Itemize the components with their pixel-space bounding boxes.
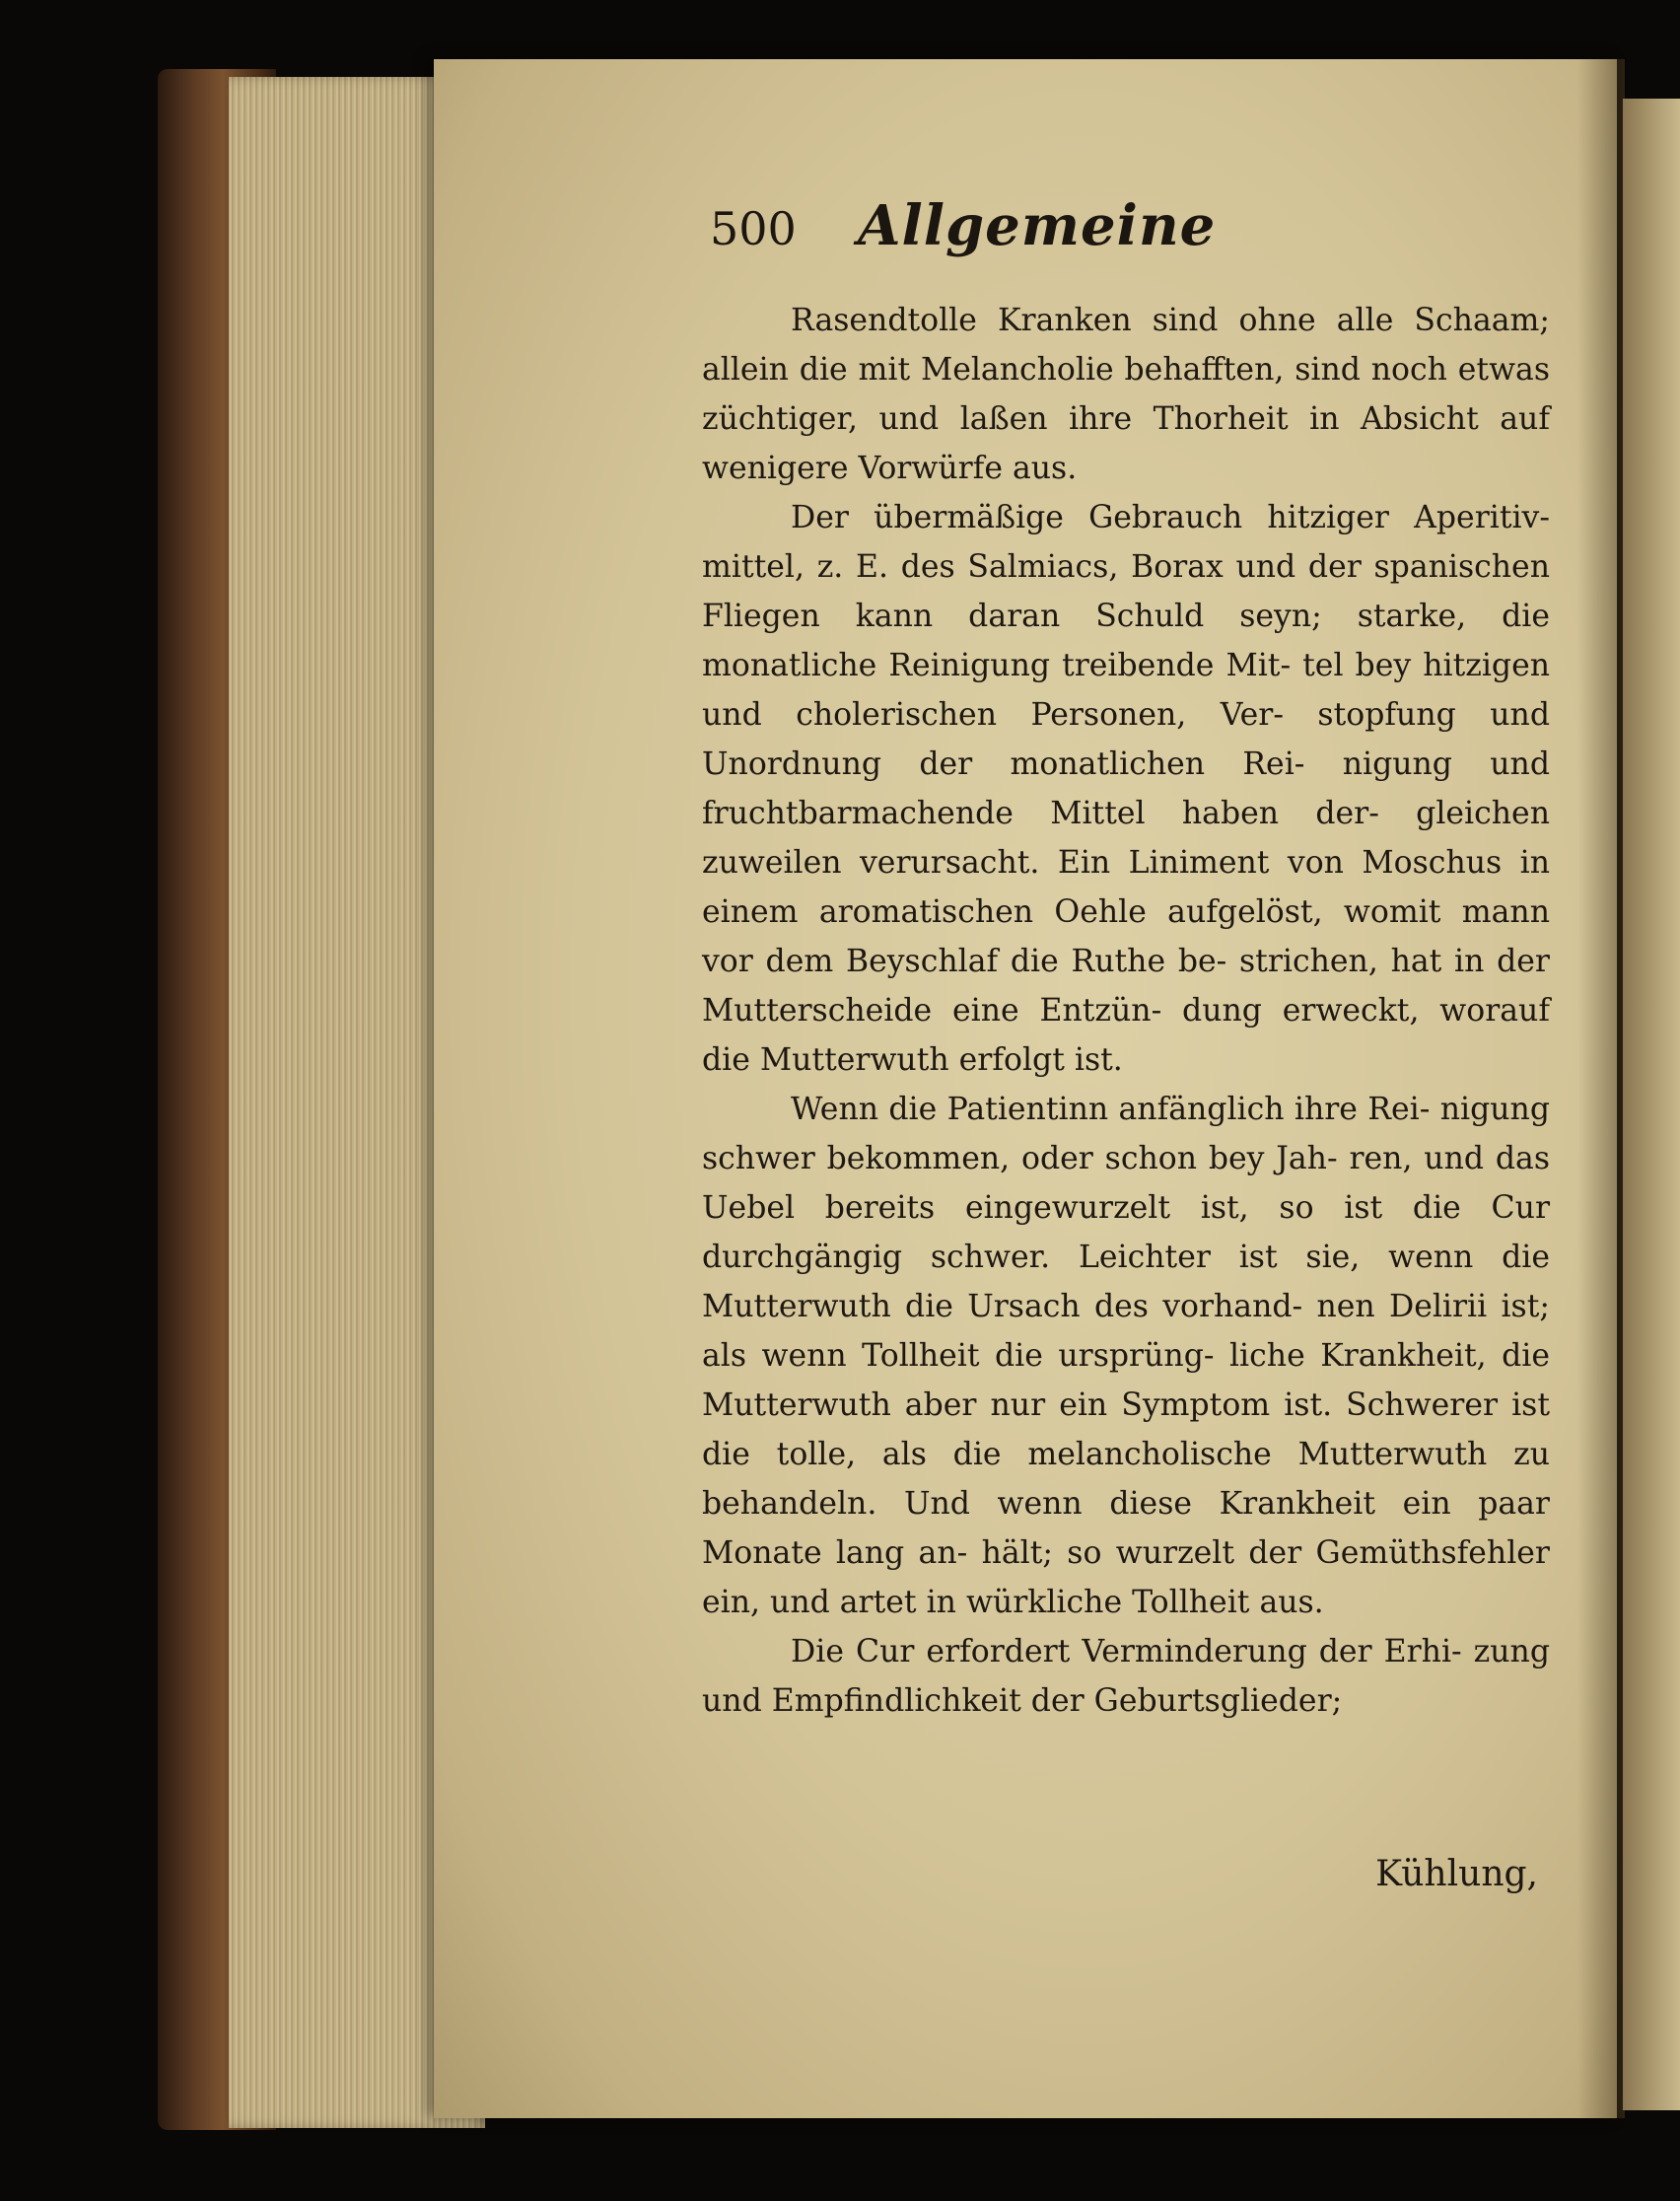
catchword: Kühlung, <box>1375 1854 1538 1894</box>
paragraph: Die Cur erfordert Verminderung der Erhi- zung und Empfindlichkeit der Geburtsglieder; <box>702 1634 1550 1719</box>
facing-page-edge <box>1623 99 1680 2110</box>
running-head: Allgemeine <box>858 193 1217 258</box>
page-number: 500 <box>710 202 797 255</box>
book-gutter <box>1577 59 1625 2118</box>
paragraph: Der übermäßige Gebrauch hitziger Aperitiv- mittel, z. E. des Salmiacs, Borax und der spanischen Fliegen kann daran Schuld seyn; starke, die monatliche Reinigung treibende Mit- tel bey hitzigen und cholerischen Personen, Ver- stopfung und Unordnung der monatlichen Rei- nigung und fruchtbarmachende Mittel haben der- gleichen zuweilen verursacht. Ein Liniment von Moschus in einem aromatischen Oehle aufgelöst, womit mann vor dem Beyschlaf die Ruthe be- strichen, hat in der Mutterscheide eine Entzün- dung erweckt, worauf die Mutterwuth erfolgt ist. <box>702 500 1550 1078</box>
page-header <box>710 193 1262 262</box>
paragraph: Rasendtolle Kranken sind ohne alle Schaam; allein die mit Melancholie behafften, sind noch etwas züchtiger, und laßen ihre Thorheit in Absicht auf wenigere Vorwürfe aus. <box>702 303 1550 486</box>
paragraph: Wenn die Patientinn anfänglich ihre Rei- nigung schwer bekommen, oder schon bey Jah- ren, und das Uebel bereits eingewurzelt ist, so ist die Cur durchgängig schwer. Leichter ist sie, wenn die Mutterwuth die Ursach des vorhand- nen Delirii ist; als wenn Tollheit die ursprüng- liche Krankheit, die Mutterwuth aber nur ein Symptom ist. Schwerer ist die tolle, als die melancholische Mutterwuth zu behandeln. Und wenn diese Krankheit ein paar Monate lang an- hält; so wurzelt der Gemüthsfehler ein, und artet in würkliche Tollheit aus. <box>702 1092 1550 1620</box>
body-text <box>702 296 1550 1726</box>
